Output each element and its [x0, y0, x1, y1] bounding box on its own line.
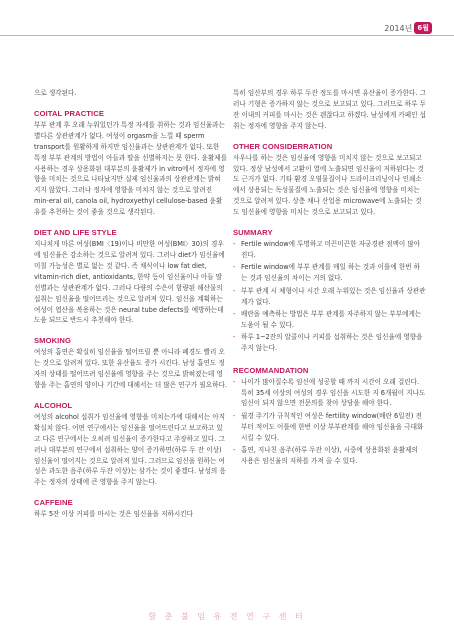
heading-diet-lifestyle: DIET AND LIFE STYLE	[34, 228, 117, 238]
right-column	[233, 88, 426, 468]
heading-alcohol: ALCOHOL	[34, 400, 73, 410]
recommendation-list	[233, 377, 426, 467]
summary-item: - 배란을 예측하는 방법은 부부 관계를 자주하지 않는 부부에게는 도움이 될 수 있다.	[233, 310, 422, 329]
issue-year-month: 2014년	[384, 23, 413, 33]
summary-item: - 부부 관계 시 체형이나 시간 오래 누워있는 것은 임신율과 상관관계가 없다.	[233, 286, 426, 306]
footer-organization: 함 춘 불 임 유 전 연 구 센 터	[148, 612, 306, 621]
recommendation-item: - 나이가 많아질수록 임신에 성공할 때 까지 시간이 오래 걸린다. 특히 35세 이상의 여성의 경우 임신을 시도한 지 6개월이 지나도 임신이 되지 않으면 전문의를 찾아 상담을 해야 한다.	[233, 377, 426, 408]
body-smoking: 여성의 흡연은 확실히 임신율을 떨어뜨릴 뿐 아니라 폐경도 빨리 오는 것으로 알려져 있다. 또한 유산율도 증가 시킨다. 남성 흡연도 정자의 상태를 떨어뜨려 임신율에 영향을 주는 것으로 밝혀졌는데 영향을 주는 흡연의 양이나 기간에 대해서는 더 많은 연구가 필요하다.	[34, 348, 227, 390]
heading-coital-practice: COITAL PRACTICE	[34, 108, 104, 118]
summary-item: - Fertile window에 투명하고 미끈미끈한 자궁경관 점액이 많아진다.	[233, 240, 421, 259]
issue-month-badge: 6월	[414, 22, 432, 34]
issue-date	[384, 22, 432, 34]
body-diet-lifestyle: 지나치게 마른 여성(BMI〈19)이나 비만한 여성(BMI〉30)의 경우에 임신율은 감소하는 것으로 알려져 있다. 그러나 diet가 임신율에 미칠 가능성은 별로 없는 것 같다. 즉 채식이나 low fat diet, vitamin-rich diet, antioxidants, 한약 등이 임신율이나 아들 딸 선별과는 상관관계가 없다. 그러나 다량의 수은이 함량된 해산물의 섭취는 임신율을 떨어뜨리는 것으로 알려져 있다. 임신을 계획하는 여성이 엽산을 복용하는 것은 neural tube defects를 예방하는데 도움 되므로 반드시 추천해야 한다.	[34, 240, 225, 325]
heading-smoking: SMOKING	[34, 336, 71, 346]
left-intro: 으로 생각된다.	[34, 89, 77, 97]
summary-list	[233, 239, 426, 354]
body-alcohol: 여성의 alcohol 섭취가 임신율에 영향을 미치는가에 대해서는 아직 확실치 않다. 어떤 연구에서는 임신율을 떨어뜨린다고 보고하고 있고 다른 연구에서는 오히려 임신율이 증가한다고 주장하고 있다. 그러나 대부분의 연구에서 섭취하는 양이 증가하면(하루 두 잔 이상) 임신율이 떨어지는 것으로 알려져 있다. 그러므로 임신을 원하는 여성은 과도한 음주(하루 두잔 이상)는 삼가는 것이 좋겠다. 남성의 음주는 정자의 상태에 큰 영향을 주지 않는다.	[34, 412, 226, 487]
recommendation-item: - 흡연, 지나친 음주(하루 두잔 이상), 시중에 상용화된 윤활제의 사용은 임신율의 저하를 가져 올 수 있다.	[233, 446, 418, 465]
summary-item: - Fertile window에 부부 관계를 매일 하는 것과 이틀에 한번 하는 것과 임신율의 차이는 거의 없다.	[233, 263, 421, 283]
body-other-consideration: 사우나를 하는 것은 임신율에 영향을 미치지 않는 것으로 보고되고 있다. 정상 남성에서 고환이 열에 노출되면 임신율이 저하된다는 것도 근거가 없다. 기타 환경 오염물질이나 드라이크리닝이나 인쇄소에서 상용되는 독성물질에 노출되는 것은 임신율에 영향을 미치는 것으로 알려져 있다. 상층 채나 산업용 microwave에 노출되는 것도 임신율에 영향을 미치는 것으로 보고되고 있다.	[233, 153, 424, 217]
body-coital-practice: 부부 관계 후 오래 누워있던가 특정 자세를 취하는 것과 임신율과는 별다른 상관관계가 없다. 여성이 orgasm을 느낄 때 sperm transport를 원활하게 하지만 임신율과는 상관관계가 없다. 또한 특정 부부 관계의 방법이 아들과 딸을 선별하지는 못 한다. 윤활제를 사용하는 경우 상용화된 대부분의 윤활제가 in vitro에서 정자에 영향을 미치는 것으로 나타났지만 실제 임신율과의 상관관계는 밝혀지지 않았다. 그러나 정자에 영향을 미치지 않는 것으로 알려진 min-eral oil, canola oil, hydroxyethyl cellulose-based 윤활유를 추천하는 것이 좋을 것으로 생각된다.	[34, 120, 227, 217]
heading-summary: SUMMARY	[233, 228, 273, 238]
heading-caffeine: CAFFEINE	[34, 498, 73, 508]
heading-recommendation: RECOMMANDATION	[233, 365, 309, 375]
body-caffeine: 하루 5잔 이상 커피를 마시는 것은 임신율을 저하시킨다	[34, 510, 193, 519]
recommendation-item: - 월경 주기가 규칙적인 여성은 fertility window(배란 6일전) 전부터 적어도 이틀에 한번 이상 부부관계를 해야 임신율을 극대화 시킬 수 있다.	[233, 411, 424, 442]
header-rule	[0, 35, 454, 36]
right-intro: 특히 임산부의 경우 하루 두잔 정도를 마시면 유산율이 증가한다. 그러나 기형은 증가하지 않는 것으로 보고되고 있다. 그러므로 하루 두잔 이내의 커피를 마시는 것은 괜찮다고 하겠다. 남성에게 카페인 섭취는 정자에 영향을 주지 않는다.	[233, 89, 426, 130]
summary-item: - 하루 1~2잔의 알콜이나 커피를 섭취하는 것은 임신율에 영향을 주지 않는다.	[233, 333, 423, 353]
left-column	[34, 88, 227, 520]
heading-other-consideration: OTHER CONSIDERRATION	[233, 141, 333, 151]
